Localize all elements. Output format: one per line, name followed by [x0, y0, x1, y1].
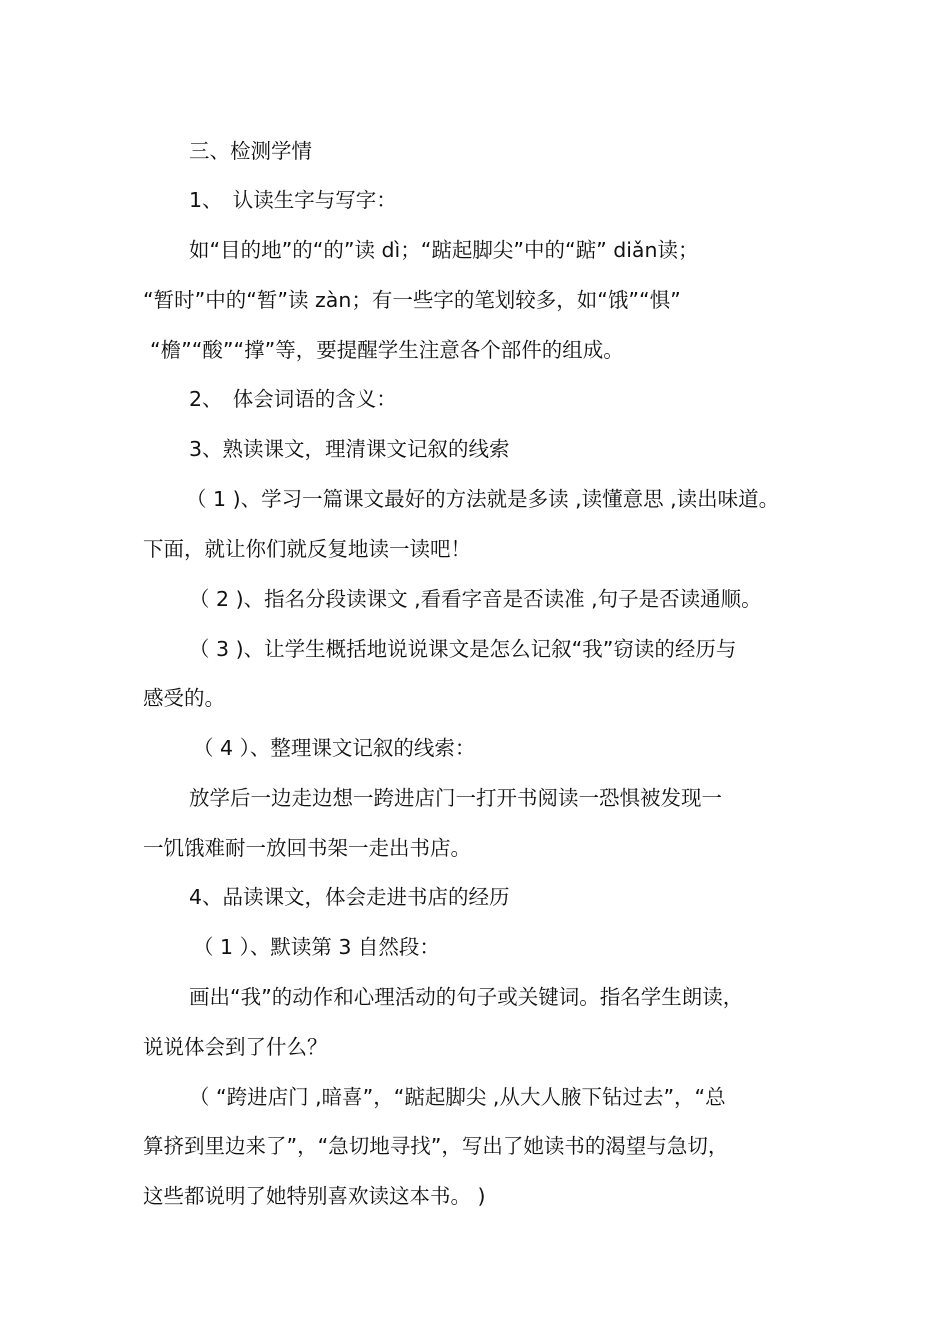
paragraph-line: “檐”“酸”“撑”等，要提醒学生注意各个部件的组成。 [150, 338, 624, 362]
item-4-heading: 4、品读课文，体会走进书店的经历 [189, 885, 510, 909]
paragraph-line: 算挤到里边来了”，“急切地寻找”，写出了她读书的渴望与急切， [143, 1134, 729, 1158]
paragraph-line: （ 1 ）、默读第 3 自然段： [193, 935, 440, 959]
section-heading-3: 三、检测学情 [189, 139, 312, 163]
paragraph-line: （ 3 )、让学生概括地说说课文是怎么记叙“我”窃读的经历与 [189, 637, 737, 661]
paragraph-line: 放学后一边走边想一跨进店门一打开书阅读一恐惧被发现一 [189, 786, 722, 810]
item-2-heading: 2、 体会词语的含义： [189, 387, 397, 411]
item-3-heading: 3、熟读课文，理清课文记叙的线索 [189, 437, 510, 461]
paragraph-line: 画出“我”的动作和心理活动的句子或关键词。指名学生朗读， [189, 985, 744, 1009]
paragraph-line: （ 4 ）、整理课文记叙的线索： [193, 736, 476, 760]
item-1-heading: 1、 认读生字与写字： [189, 188, 397, 212]
paragraph-line: 下面，就让你们就反复地读一读吧！ [143, 537, 471, 561]
paragraph-line: 一饥饿难耐一放回书架一走出书店。 [143, 836, 471, 860]
paragraph-line: 说说体会到了什么？ [143, 1035, 328, 1059]
paragraph-line: 如“目的地”的“的”读 dì；“踮起脚尖”中的“踮” diǎn读； [189, 238, 699, 262]
paragraph-line: （ “跨进店门 ,暗喜”，“踮起脚尖 ,从大人腋下钻过去”，“总 [189, 1085, 726, 1109]
paragraph-line: 感受的。 [143, 686, 225, 710]
paragraph-line: 这些都说明了她特别喜欢读这本书。 ) [143, 1184, 486, 1208]
paragraph-line: （ 2 )、指名分段读课文 ,看看字音是否读准 ,句子是否读通顺。 [189, 587, 762, 611]
paragraph-line: （ 1 )、学习一篇课文最好的方法就是多读 ,读懂意思 ,读出味道。 [186, 487, 780, 511]
paragraph-line: “暂时”中的“暂”读 zàn；有一些字的笔划较多，如“饿”“惧” [143, 288, 681, 312]
